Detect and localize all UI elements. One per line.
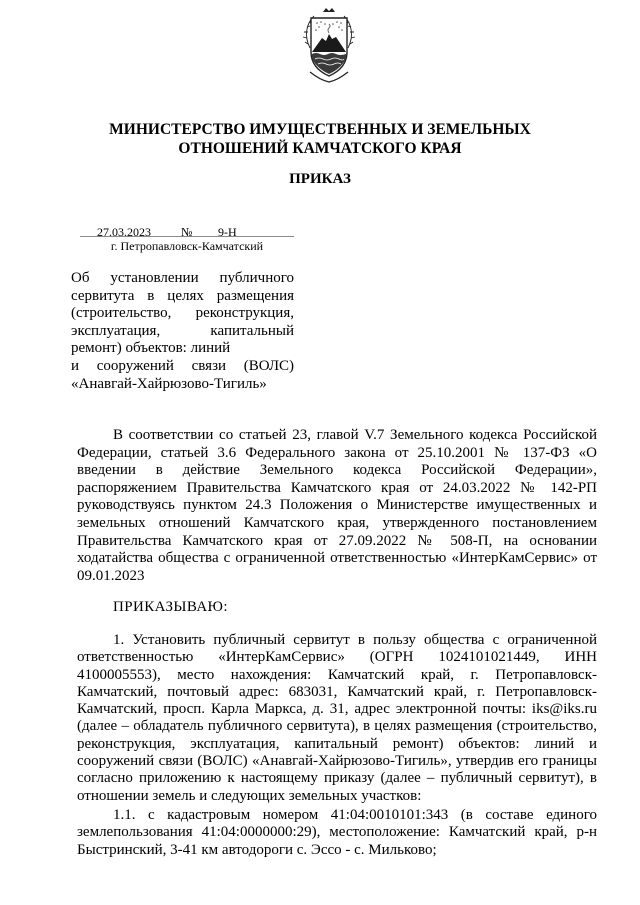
ministry-name-line2: ОТНОШЕНИЙ КАМЧАТСКОГО КРАЯ xyxy=(178,140,462,157)
place-of-issue: г. Петропавловск-Камчатский xyxy=(110,239,264,253)
subject-line: Об установлении публичного xyxy=(71,270,294,286)
number-sign: № xyxy=(181,225,193,239)
emblem-crown xyxy=(323,8,335,12)
ministry-name-line1: МИНИСТЕРСТВО ИМУЩЕСТВЕННЫХ И ЗЕМЕЛЬНЫХ xyxy=(109,121,531,138)
clause-1: 1. Установить публичный сервитут в пользу общества с ограниченной ответственностью «ИнтерКамСервис» (ОГРН 1024101021449, ИНН 4100005553), место нахождения: Камчатский край, г. Петропавловск-Камчатский, почтовый адрес: 683031, Камчатский край, г. Петропавловск-Камчатский, просп. Карла Маркса, д. 31, адрес электронной почты: iks@iks.ru (далее – обладатель публичного сервитута), в целях размещения (строительство, реконструкция, эксплуатация, капитальный ремонт) объектов: линий и сооружений связи (ВОЛС) «Анавгай-Хайрюзово-Тигиль», утвердив его границы согласно приложению к настоящему приказу (далее – публичный сервитут), в отношении земель и следующих земельных участков: xyxy=(77,632,597,804)
ministry-name xyxy=(60,120,580,158)
subject-line: (строительство, реконструкция, xyxy=(71,305,294,322)
document-type: ПРИКАЗ xyxy=(289,171,351,187)
registration-rule xyxy=(80,236,294,237)
legal-basis-paragraph: В соответствии со статьей 23, главой V.7 Земельного кодекса Российской Федерации, статьей 3.6 Федерального закона от 25.10.2001 № 137-ФЗ «О введении в действие Земельного кодекса Российской Федерации», распоряжением Правительства Камчатского края от 24.03.2022 № 142-РП руководствуясь пунктом 24.3 Положения о Министерстве имущественных и земельных отношений Камчатского края, утвержденного постановлением Правительства Камчатского края от 27.09.2022 № 508-П, на основании ходатайства общества с ограниченной ответственностью «ИнтерКамСервис» от 09.01.2023 xyxy=(77,427,597,584)
order-date: 27.03.2023 xyxy=(97,225,151,239)
subject-line: «Анавгай-Хайрюзово-Тигиль» xyxy=(71,375,267,392)
order-number: 9-Н xyxy=(218,225,237,239)
subject-line: эксплуатация, капитальный xyxy=(71,322,294,339)
order-subject xyxy=(71,270,294,393)
subject-line: ремонт) объектов: линий xyxy=(71,340,231,357)
clause-1-1: 1.1. с кадастровым номером 41:04:0010101:343 (в составе единого землепользования 41:04:0000000:29), местоположение: Камчатский край, р-н Быстринский, 3-41 км автодороги с. Эссо - с. Мильково; xyxy=(77,807,597,858)
subject-line: сервитута в целях размещения xyxy=(71,287,294,304)
kamchatka-coat-of-arms-icon xyxy=(296,6,362,88)
subject-line: и сооружений связи (ВОЛС) xyxy=(71,357,294,374)
order-directive: ПРИКАЗЫВАЮ: xyxy=(113,599,228,615)
